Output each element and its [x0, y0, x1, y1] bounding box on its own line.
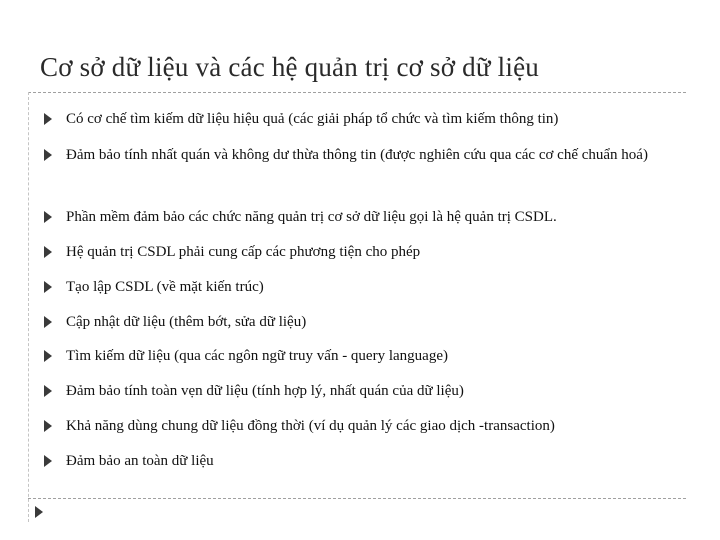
triangle-right-icon: [44, 113, 52, 125]
list-item-text: Đảm bảo an toàn dữ liệu: [66, 453, 214, 469]
triangle-right-icon: [35, 506, 43, 518]
list-item-text: Đảm bảo tính toàn vẹn dữ liệu (tính hợp lý, nhất quán của dữ liệu): [66, 383, 464, 399]
triangle-right-icon: [44, 455, 52, 467]
triangle-right-icon: [44, 149, 52, 161]
title-divider: [28, 92, 686, 93]
triangle-right-icon: [44, 211, 52, 223]
triangle-right-icon: [44, 420, 52, 432]
slide-title: Cơ sở dữ liệu và các hệ quản trị cơ sở dữ liệu: [40, 52, 539, 82]
list-item-text: Có cơ chế tìm kiếm dữ liệu hiệu quả (các giải pháp tổ chức và tìm kiếm thông tin): [66, 111, 559, 127]
bottom-divider: [28, 498, 686, 499]
left-guide-line: [28, 92, 29, 522]
triangle-right-icon: [44, 350, 52, 362]
list-item-text: Đảm bảo tính nhất quán và không dư thừa thông tin (được nghiên cứu qua các cơ chế chuẩn hoá): [66, 147, 648, 163]
triangle-right-icon: [44, 281, 52, 293]
list-item-text: Hệ quản trị CSDL phải cung cấp các phương tiện cho phép: [66, 244, 421, 260]
triangle-right-icon: [44, 246, 52, 258]
list-item-text: Khả năng dùng chung dữ liệu đồng thời (ví dụ quản lý các giao dịch -transaction): [66, 418, 555, 434]
list-item-text: Tạo lập CSDL (về mặt kiến trúc): [66, 279, 264, 295]
triangle-right-icon: [44, 385, 52, 397]
list-item-text: Tìm kiếm dữ liệu (qua các ngôn ngữ truy vấn - query language): [66, 348, 448, 364]
triangle-right-icon: [44, 316, 52, 328]
list-item-text: Cập nhật dữ liệu (thêm bớt, sửa dữ liệu): [66, 314, 307, 330]
list-item-text: Phần mềm đảm bảo các chức năng quản trị cơ sở dữ liệu gọi là hệ quản trị CSDL.: [66, 209, 557, 225]
